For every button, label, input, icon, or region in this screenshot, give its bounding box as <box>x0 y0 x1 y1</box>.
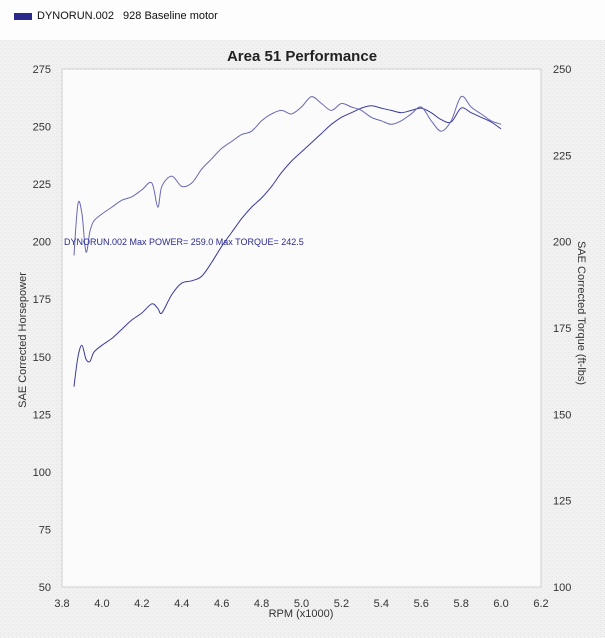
x-tick-label: 4.6 <box>214 598 230 610</box>
x-tick-label: 4.0 <box>94 598 110 610</box>
y-right-tick-label: 200 <box>553 236 572 249</box>
y-left-tick-label: 275 <box>32 64 51 76</box>
y-right-tick-label: 250 <box>553 64 572 76</box>
legend-run-name: DYNORUN.002 <box>37 10 115 22</box>
x-tick-label: 5.0 <box>293 598 310 610</box>
y-left-tick-label: 250 <box>32 121 51 134</box>
y-axis-label-left: SAE Corrected Horsepower <box>17 272 29 408</box>
y-right-tick-label: 175 <box>553 323 572 335</box>
x-axis-label: RPM (x1000) <box>268 608 334 620</box>
x-tick-label: 4.8 <box>253 598 270 610</box>
x-tick-label: 5.2 <box>333 598 350 610</box>
y-right-tick-label: 150 <box>553 409 572 422</box>
x-tick-label: 5.8 <box>453 598 469 610</box>
x-tick-label: 4.2 <box>134 598 150 610</box>
max-values-annotation: DYNORUN.002 Max POWER= 259.0 Max TORQUE= 242.5 <box>64 237 304 247</box>
y-left-tick-label: 150 <box>32 351 51 364</box>
x-tick-label: 4.4 <box>174 598 190 610</box>
y-left-tick-label: 100 <box>32 466 51 479</box>
chart-title: Area 51 Performance <box>226 48 378 65</box>
y-left-tick-label: 225 <box>32 179 51 192</box>
y-right-tick-label: 125 <box>553 495 572 508</box>
y-right-tick-label: 100 <box>553 582 572 594</box>
x-tick-label: 3.8 <box>54 598 70 610</box>
x-tick-label: 5.6 <box>413 598 429 610</box>
y-right-tick-label: 225 <box>553 150 572 163</box>
plot-area <box>62 69 541 587</box>
y-axis-label-right: SAE Corrected Torque (ft-lbs) <box>575 240 587 386</box>
y-left-tick-label: 175 <box>32 294 51 307</box>
y-left-tick-label: 75 <box>38 524 51 537</box>
x-tick-label: 6.0 <box>493 598 509 610</box>
x-tick-label: 6.2 <box>533 598 549 610</box>
legend-description: 928 Baseline motor <box>123 10 218 22</box>
y-left-tick-label: 200 <box>32 236 51 249</box>
y-left-tick-label: 125 <box>32 409 51 422</box>
x-tick-label: 5.4 <box>373 598 389 610</box>
y-left-tick-label: 50 <box>38 582 51 594</box>
